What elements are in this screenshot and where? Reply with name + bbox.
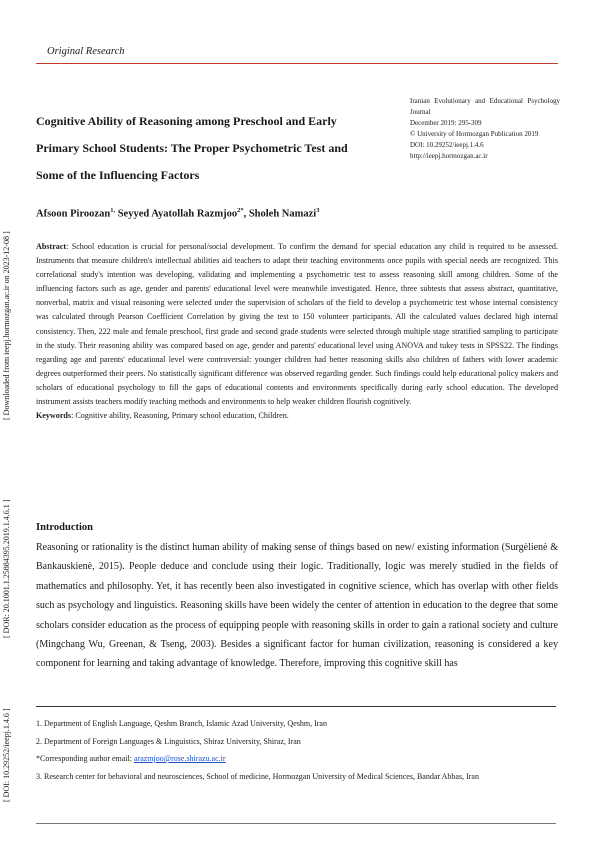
abstract xyxy=(36,240,558,423)
journal-meta xyxy=(410,96,560,162)
keywords-label: Keywords xyxy=(36,411,72,421)
footnote-rule xyxy=(36,706,556,707)
side-note-doi: [ DOI: 10.29252/ieepj.1.4.6 ] xyxy=(2,708,11,802)
side-note-downloaded: [ Downloaded from ieepj.hormozgan.ac.ir on 2023-12-08 ] xyxy=(2,231,11,420)
author-name: Sholeh Namazi xyxy=(248,208,317,220)
paper-title: Cognitive Ability of Reasoning among Preschool and Early Primary School Students: The Proper Psychometric Test and Some of the Influencing Factors xyxy=(36,114,348,182)
footnote-2: 2. Department of Foreign Languages & Linguistics, Shiraz University, Shiraz, Iran xyxy=(36,736,301,746)
introduction-heading: Introduction xyxy=(36,522,93,533)
corresponding-author xyxy=(36,750,560,768)
journal-doi: DOI: 10.29252/ieepj.1.4.6 xyxy=(410,141,484,149)
journal-issue: December 2019: 295-309 xyxy=(410,119,482,127)
abstract-text: : School education is crucial for personal/social development. To confirm the demand for special education any child is required to be assessed. Instruments that measure children's intellectual abilities aid teachers to adapt their teaching environments once pupils with special needs are recognized. This correlational study's intention was developing, validating and implementing a psychometric test to assess reasoning skill among children. Some of the influencing factors such as age, gender and parents' educational level were meanwhile investigated. Hence, three subtests that assess abstract, quantitative, nonverbal, matrix and visual reasoning were selected under the supervision of scholars of the field to develop a psychometric test whose internal consistency was calculated through Pearson Coefficient Correlation by giving the test to 150 volunteer participants. All the calculated values declared high internal consistency. Then, 222 male and female preschool, first grade and second grade students were selected through multiple stage stratified sampling to participate in the study. Their reasoning ability was compared based on age, gender and parents' educational level using ANOVA and tukey tests in SPSS22. The findings regarding age and parents' educational level were controversial: younger children had better reasoning skills also children of fathers with lower academic degrees outperformed their peers. No statistically significant difference was observed regarding gender. Such findings could help educational policy makers and scholars of educational psychology to fill the gaps of educational contents and environments specifically during early school education. The developed instrument assists teachers modify teaching methods and environments to help weaker children flourish cognitively. xyxy=(36,242,558,407)
abstract-label: Abstract xyxy=(36,242,67,251)
footnote-1: 1. Department of English Language, Qeshm Branch, Islamic Azad University, Qeshm, Iran xyxy=(36,719,327,728)
journal-copyright: © University of Hormozgan Publication 2019 xyxy=(410,130,539,138)
author-affiliation-mark: 3 xyxy=(316,207,320,214)
journal-name: Iranian Evolutionary and Educational Psychology Journal xyxy=(410,97,560,116)
footnotes xyxy=(36,715,560,785)
keywords-text: : Cognitive ability, Reasoning, Primary school education, Children. xyxy=(71,411,289,421)
footnote-3: 3. Research center for behavioral and neurosciences, School of medicine, Hormozgan University of Medical Sciences, Bandar Abbas, Iran xyxy=(36,771,479,781)
author-list: Afsoon Piroozan$^{1,}$ Seyyed Ayatollah Razmjoo$^{2*}$, Sholeh Namazi$^3$ xyxy=(36,207,320,220)
section-label: Original Research xyxy=(47,46,125,57)
author-name: Seyyed Ayatollah Razmjoo xyxy=(117,208,238,220)
author-affiliation-mark: 2* xyxy=(237,207,244,214)
corresponding-email-link[interactable]: arazmjoo@rose.shirazu.ac.ir xyxy=(133,754,226,763)
journal-url[interactable]: http://ieepj.hormozgan.ac.ir xyxy=(410,152,488,160)
header-rule xyxy=(36,63,558,64)
bottom-rule xyxy=(36,823,556,824)
author-affiliation-mark: 1, xyxy=(110,207,116,214)
introduction-text: Reasoning or rationality is the distinct human ability of making sense of things based on new/ existing information (Surgėlienė & Bankauskienė, 2015). People deduce and conclude using their logic. Traditionally, logic was merely studied in the fields of mathematics and philosophy. Yet, it has recently been also investigated in cognitive science, which has overlap with other fields such as psychology and linguistics. Reasoning skills have been widely the center of attention in education to the degree that some scholars consider education as the process of equipping people with reasoning skills in order to gain a rational society and culture (Mingchang Wu, Greenan, & Tseng, 2003). Besides a significant factor for human civilization, reasoning is considered a key component for learning and taking advantage of knowledge. Therefore, improving this cognitive skill has xyxy=(36,542,558,670)
author-name: Afsoon Piroozan xyxy=(36,208,111,220)
side-note-dor: [ DOR: 20.1001.1.25884395.2019.1.4.6.1 ] xyxy=(2,499,11,638)
corresponding-label: *Corresponding author email: xyxy=(36,754,134,763)
